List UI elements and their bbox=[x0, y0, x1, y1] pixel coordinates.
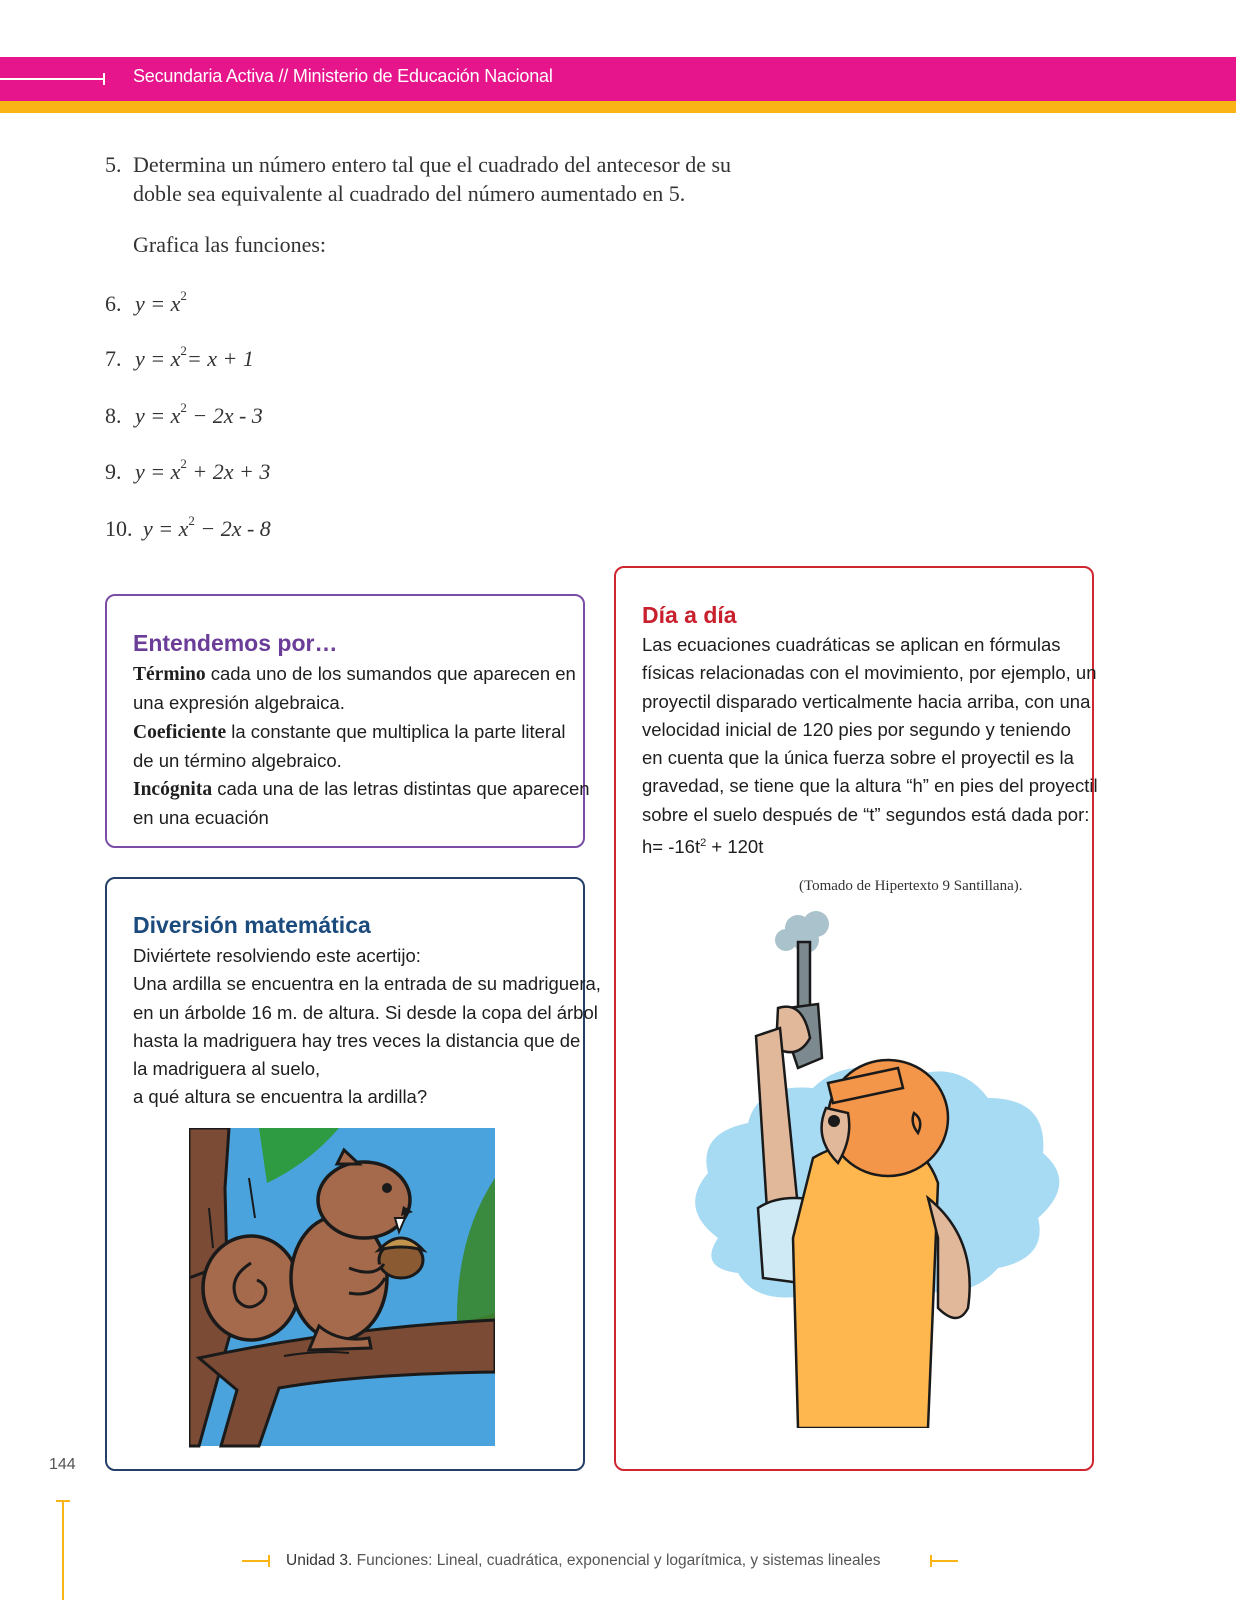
pistol-barrel bbox=[798, 942, 810, 1012]
equation-lhs: y = x bbox=[143, 516, 189, 541]
header-separator: // bbox=[273, 66, 293, 86]
riddle-line: hasta la madriguera hay tres veces la distancia que de bbox=[133, 1029, 581, 1051]
equation-number: 8. bbox=[105, 403, 122, 428]
dia-line: gravedad, se tiene que la altura “h” en pies del proyectil bbox=[642, 775, 1098, 797]
footer-vertical-tick bbox=[56, 1500, 70, 1502]
squirrel-head bbox=[318, 1162, 410, 1238]
sunglasses bbox=[828, 1115, 840, 1127]
equation-lhs: y = x bbox=[135, 291, 181, 316]
header-rule bbox=[0, 78, 104, 80]
dia-a-dia-title: Día a día bbox=[642, 602, 737, 628]
entendemos-title: Entendemos por… bbox=[133, 630, 338, 656]
definition-line: una expresión algebraica. bbox=[133, 692, 345, 714]
equation-rest: − 2x - 3 bbox=[186, 403, 263, 428]
equation-rest: = x + 1 bbox=[186, 346, 254, 371]
squirrel-eye bbox=[382, 1183, 392, 1193]
header-stripe bbox=[0, 101, 1236, 113]
equation-number: 10. bbox=[105, 516, 133, 541]
exercise-line: Determina un número entero tal que el cuadrado del antecesor de su bbox=[133, 152, 732, 177]
equation-lhs: y = x bbox=[135, 346, 181, 371]
footer-unit-title bbox=[286, 1552, 881, 1570]
formula-part: h= -16t bbox=[642, 836, 701, 858]
equation-8 bbox=[105, 400, 263, 429]
equation-exponent: 2 bbox=[180, 400, 187, 415]
definitions bbox=[133, 660, 590, 833]
footer-rule-right bbox=[930, 1560, 958, 1562]
entendemos-box bbox=[105, 594, 590, 848]
definition-text: cada uno de los sumandos que aparecen en bbox=[205, 663, 576, 684]
dia-line: proyectil disparado verticalmente hacia arriba, con una bbox=[642, 690, 1091, 712]
riddle-line: Diviértete resolviendo este acertijo: bbox=[133, 945, 421, 966]
exercise-number: 5. bbox=[105, 152, 122, 177]
footer-rule-left bbox=[242, 1560, 269, 1562]
equation-number: 9. bbox=[105, 459, 122, 484]
equation-9 bbox=[105, 456, 270, 485]
vest bbox=[793, 1138, 938, 1428]
squirrel-tail bbox=[203, 1236, 299, 1340]
smoke-puff bbox=[775, 929, 797, 951]
equation-lhs: y = x bbox=[135, 459, 181, 484]
equation-number: 6. bbox=[105, 291, 122, 316]
definition-line: de un término algebraico. bbox=[133, 749, 342, 771]
footer-unit-text: Funciones: Lineal, cuadrática, exponencial y logarítmica, y sistemas lineales bbox=[352, 1552, 881, 1569]
definition-line bbox=[133, 660, 590, 689]
equation-exponent: 2 bbox=[180, 456, 187, 471]
source-citation: (Tomado de Hipertexto 9 Santillana). bbox=[799, 878, 1023, 894]
footer-tick-left bbox=[268, 1555, 270, 1567]
dia-line: velocidad inicial de 120 pies por segundo y teniendo bbox=[642, 718, 1071, 740]
riddle-line: la madriguera al suelo, bbox=[133, 1058, 321, 1080]
riddle-line: Una ardilla se encuentra en la entrada de su madriguera, bbox=[133, 973, 601, 995]
definition-term: Coeficiente bbox=[133, 721, 227, 743]
equation-exponent: 2 bbox=[180, 288, 187, 303]
riddle-line: en un árbolde 16 m. de altura. Si desde la copa del árbol bbox=[133, 1001, 598, 1023]
dia-line: en cuenta que la única fuerza sobre el proyectil es la bbox=[642, 747, 1074, 769]
header-title: Secundaria Activa bbox=[133, 66, 274, 86]
equation-exponent: 2 bbox=[180, 343, 187, 358]
equation-number: 7. bbox=[105, 346, 122, 371]
equation-7 bbox=[105, 343, 254, 372]
footer-tick-right bbox=[930, 1555, 932, 1567]
exercise-line: doble sea equivalente al cuadrado del número aumentado en 5. bbox=[133, 181, 686, 206]
projectile-illustration bbox=[638, 908, 1078, 1428]
formula bbox=[642, 829, 1098, 861]
dia-a-dia-text bbox=[642, 631, 1098, 861]
formula-exponent: 2 bbox=[700, 837, 707, 850]
definition-line: en una ecuación bbox=[133, 807, 269, 829]
grafica-label: Grafica las funciones: bbox=[133, 232, 327, 257]
dia-line: físicas relacionadas con el movimiento, por ejemplo, un bbox=[642, 662, 1097, 684]
equation-exponent: 2 bbox=[188, 513, 195, 528]
formula-part: + 120t bbox=[706, 836, 764, 858]
diversion-title: Diversión matemática bbox=[133, 912, 371, 938]
exercise-text bbox=[133, 150, 833, 208]
equation-6 bbox=[105, 288, 187, 317]
definition-line bbox=[133, 775, 590, 804]
riddle-text bbox=[133, 942, 601, 1112]
page-number: 144 bbox=[49, 1456, 76, 1473]
definition-line bbox=[133, 718, 590, 747]
header-rule-tick bbox=[103, 73, 105, 85]
definition-term: Término bbox=[133, 664, 206, 685]
equation-rest: + 2x + 3 bbox=[186, 459, 271, 484]
diversion-box bbox=[105, 877, 601, 1471]
equation-10 bbox=[105, 513, 271, 542]
footer-vertical-rule bbox=[62, 1500, 64, 1600]
definition-text: la constante que multiplica la parte literal bbox=[226, 720, 566, 742]
header-subtitle: Ministerio de Educación Nacional bbox=[292, 66, 553, 86]
definition-text: cada una de las letras distintas que aparecen bbox=[212, 778, 590, 800]
footer-unit-label: Unidad 3. bbox=[286, 1552, 353, 1569]
definition-term: Incógnita bbox=[133, 779, 213, 801]
equation-lhs: y = x bbox=[135, 403, 181, 428]
riddle-line: a qué altura se encuentra la ardilla? bbox=[133, 1086, 428, 1108]
header-text bbox=[133, 66, 553, 87]
equation-rest: − 2x - 8 bbox=[194, 516, 271, 541]
squirrel-illustration bbox=[189, 1128, 495, 1448]
dia-line: Las ecuaciones cuadráticas se aplican en fórmulas bbox=[642, 634, 1061, 655]
dia-a-dia-box bbox=[614, 566, 1098, 1471]
dia-line: sobre el suelo después de “t” segundos está dada por: bbox=[642, 803, 1090, 825]
